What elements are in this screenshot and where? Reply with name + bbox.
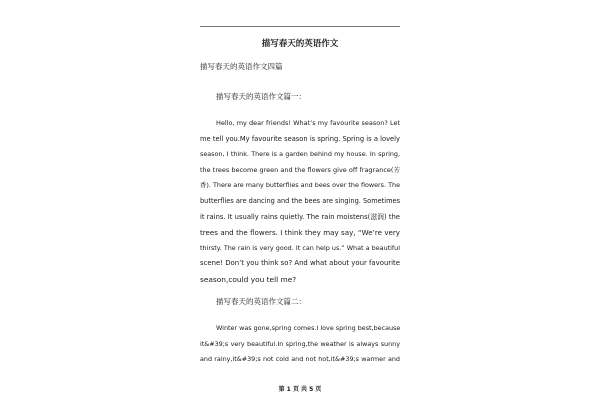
paragraph-line: season, I think. There is a garden behind my house. In spring, <box>200 150 400 159</box>
document-title: 描写春天的英语作文 <box>261 39 339 49</box>
section-2-paragraph <box>200 321 400 368</box>
section-heading-2: 描写春天的英语作文篇二： <box>216 297 306 306</box>
document-subtitle: 描写春天的英语作文四篇 <box>200 62 283 71</box>
paragraph-line: scene! Don’t you think so? And what about your favourite <box>200 259 400 268</box>
paragraph-line: Hello, my dear friends! What’s my favourite season? Let <box>216 119 400 127</box>
paragraph-line: season,could you tell me? <box>200 274 297 284</box>
paragraph-line: the trees become green and the flowers give off fragrance(芳 <box>200 165 400 174</box>
page-footer: 第 1 页 共 5 页 <box>278 386 322 393</box>
section-1-paragraph <box>200 116 400 288</box>
paragraph-line: it rains. It usually rains quietly. The rain moistens(滋润) the <box>200 212 400 221</box>
paragraph-line: me tell you.My favourite season is spring. Spring is a lovely <box>200 134 400 143</box>
paragraph-line: it&#39;s very beautiful.In spring,the weather is always sunny <box>200 339 400 348</box>
paragraph-line: trees and the flowers. I think they may say, “We’re very <box>200 228 400 238</box>
paragraph-line: 香). There are many butterflies and bees over the flowers. The <box>200 181 400 190</box>
paragraph-line: butterflies are dancing and the bees are singing. Sometimes <box>200 196 400 205</box>
paragraph-line: thirsty. The rain is very good. It can help us.” What a beautiful <box>200 243 400 252</box>
paragraph-line: and rainy,it&#39;s not cold and not hot,it&#39;s warmer and <box>200 355 400 364</box>
section-heading-1: 描写春天的英语作文篇一： <box>216 92 306 101</box>
top-divider <box>200 26 400 27</box>
paragraph-line: Winter was gone,spring comes.I love spring best,because <box>216 324 400 332</box>
